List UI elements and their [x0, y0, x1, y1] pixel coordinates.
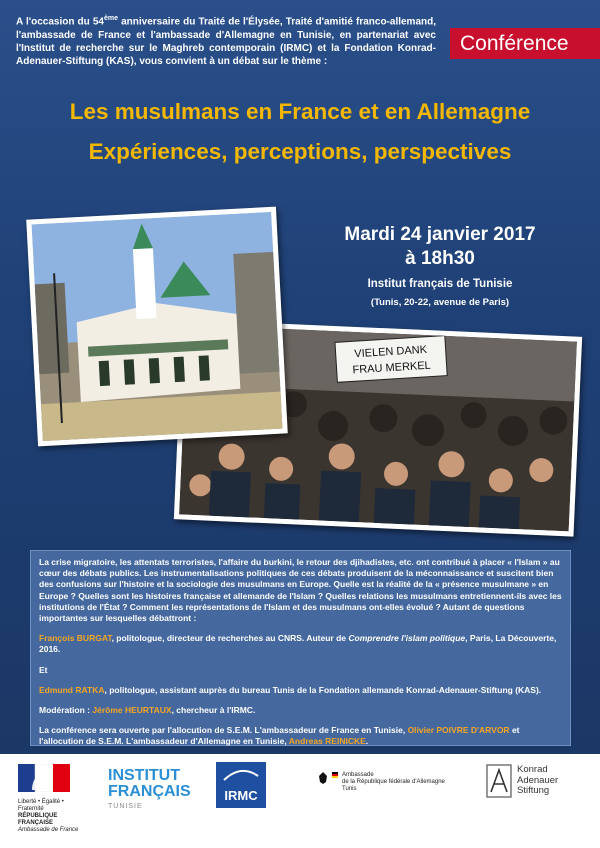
- intro-part2: anniversaire du Traité de l'Élysée, Traité d'amitié franco-allemand, l'ambassade de France et l'ambassade d'Allemagne en Tunisie, en partenariat avec l'Institut de recherche sur le Maghreb contemporain (IRMC) et la Fondation Konrad-Adenauer-Stiftung (KAS), vous convient à un débat sur le thème :: [16, 16, 437, 68]
- opening: [39, 725, 562, 747]
- title-line2: Expériences, perceptions, perspectives: [88, 139, 512, 164]
- if-line2: FRANÇAIS: [108, 783, 191, 800]
- rf-sub: Ambassade de France: [18, 827, 79, 833]
- speaker1-book: Comprendre l'islam politique: [348, 633, 466, 644]
- intro-part1: A l'occasion du 54: [16, 16, 104, 28]
- moderator-name: Jérôme HEURTAUX: [92, 705, 172, 716]
- amb-de-line3: Tunis: [342, 786, 357, 792]
- moderation: [39, 705, 562, 716]
- description-text: La crise migratoire, les attentats terroristes, l'affaire du burkini, le retour des djihadistes, etc. ont contribué à placer « l'Islam » au cœur des débats publics. Les instrumentalisations politiques de ces débats produisent de la méconnaissance et suscitent bien des confusions sur l'histoire et la sociologie des musulmans en Europe. Quelle est la réalité de la « présence musulmane » en Europe ? Quelles sont les histoires française et allemande de l'Islam ? Quelles relations les musulmans entretiennent-ils avec les institutions de l'État ? Comment les représentations de l'Islam et des musulmans ont-elles évolué ? Autant de questions importantes sur lesquelles débattront :: [39, 557, 562, 624]
- opening-text: La conférence sera ouverte par l'allocution de S.E.M. L'ambassadeur de France en Tunisie,: [39, 725, 408, 736]
- eagle-icon: [318, 772, 328, 784]
- speaker2-text: , politologue, assistant auprès du bureau Tunis de la Fondation allemande Konrad-Adenauer-Stiftung (KAS).: [104, 684, 542, 695]
- speaker1-text: , politologue, directeur de recherches au CNRS. Auteur de: [111, 633, 349, 644]
- ambassador-fr: Olivier POIVRE D'ARVOR: [407, 725, 510, 736]
- speaker1-end: , Paris, La Découverte, 2016.: [39, 633, 557, 655]
- speaker1-name: François BURGAT: [39, 633, 112, 644]
- moderator-text: , chercheur à l'IRMC.: [171, 705, 256, 716]
- marianne-icon: [18, 764, 70, 792]
- kas-line2: Adenauer: [517, 774, 559, 786]
- rf-motto: Liberté • Égalité • Fraternité: [18, 799, 64, 812]
- opening-end: .: [365, 736, 369, 747]
- institut-francais-logo: [108, 768, 198, 810]
- ambassade-allemagne-logo: [318, 772, 458, 793]
- speaker1: [39, 633, 562, 655]
- amb-de-line2: de la République fédérale d'Allemagne: [342, 779, 445, 785]
- kas-line3: Stiftung: [517, 785, 550, 797]
- et-label: Et: [39, 664, 48, 675]
- amb-de-line1: Ambassade: [342, 772, 374, 778]
- event-date: Mardi 24 janvier 2017: [344, 224, 536, 245]
- conference-badge: Conférence: [450, 28, 600, 59]
- ambassador-de: Andreas REINICKE: [288, 736, 366, 747]
- republique-francaise-logo: [18, 764, 88, 834]
- if-line1: INSTITUT: [108, 767, 180, 784]
- rf-name: RÉPUBLIQUE FRANÇAISE: [18, 813, 58, 826]
- mosque-photo: [26, 207, 288, 447]
- if-sub: TUNISIE: [108, 803, 143, 810]
- moderation-label: Modération :: [39, 705, 93, 716]
- speaker2-name: Edmund RATKA: [39, 684, 105, 695]
- speaker2: [39, 685, 562, 696]
- footer-logos: [0, 754, 600, 848]
- irmc-logo: [216, 762, 266, 813]
- mosque-illustration: [31, 212, 282, 441]
- description-box: [30, 550, 571, 746]
- intro-sup: ème: [104, 15, 119, 22]
- irmc-text: IRMC: [224, 788, 258, 803]
- kas-line1: Konrad: [517, 764, 548, 776]
- event-address: (Tunis, 20-22, avenue de Paris): [370, 297, 510, 308]
- kas-icon: [486, 764, 512, 798]
- sign-line1: VIELEN DANK: [353, 343, 428, 361]
- title-line1: Les musulmans en France et en Allemagne: [69, 99, 531, 124]
- irmc-icon: [216, 762, 266, 808]
- kas-logo: [486, 764, 586, 798]
- event-time: à 18h30: [405, 248, 475, 269]
- intro-text: [16, 12, 436, 69]
- event-venue: Institut français de Tunisie: [367, 278, 513, 290]
- opening-mid: et l'allocution de S.E.M. L'ambassadeur d'Allemagne en Tunisie,: [39, 725, 520, 747]
- sign-line2: FRAU MERKEL: [352, 359, 432, 377]
